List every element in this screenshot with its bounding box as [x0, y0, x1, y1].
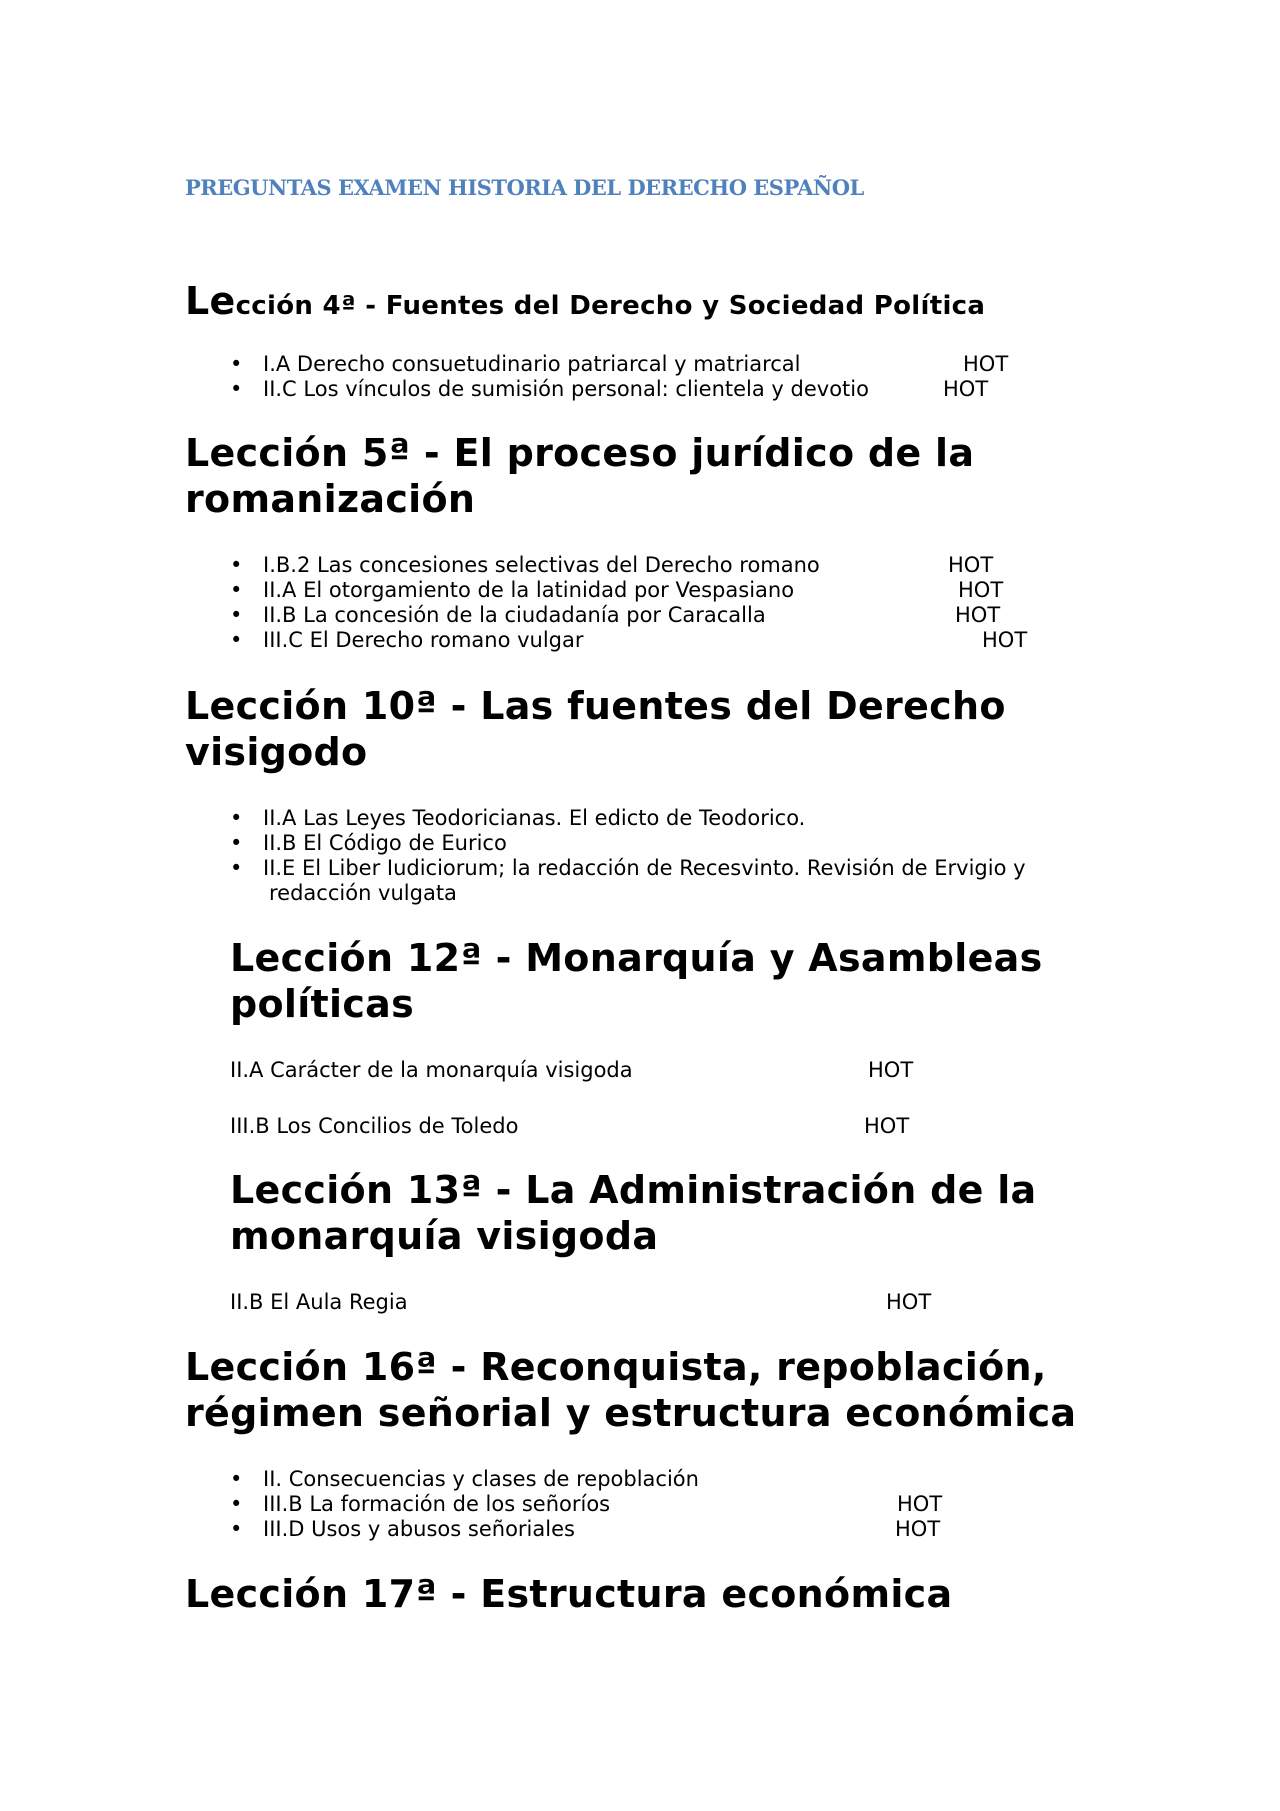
lesson-12-item: [230, 1114, 930, 1139]
hot-tag: HOT: [864, 1114, 910, 1138]
list-item: [185, 352, 1035, 377]
item-text: III.C El Derecho romano vulgar: [263, 628, 584, 652]
hot-tag: HOT: [982, 628, 1028, 652]
item-text-continuation: redacción vulgata: [269, 881, 457, 905]
heading-line: visigodo: [185, 730, 368, 774]
list-item: [185, 628, 1035, 653]
lesson-4-heading-initial: Le: [185, 279, 236, 323]
heading-line: Lección 13ª - La Administración de la: [230, 1168, 1037, 1212]
list-item: [185, 856, 1085, 906]
lesson-13-heading: [230, 1167, 1036, 1259]
heading-line: Lección 16ª - Reconquista, repoblación,: [185, 1345, 1047, 1389]
lesson-12-heading: [230, 935, 1043, 1027]
item-text: I.A Derecho consuetudinario patriarcal y matriarcal: [263, 352, 801, 376]
item-text: II.C Los vínculos de sumisión personal: clientela y devotio: [263, 377, 869, 401]
heading-line: monarquía visigoda: [230, 1214, 659, 1258]
item-text: II.A El otorgamiento de la latinidad por Vespasiano: [263, 578, 795, 602]
list-item: [185, 1517, 1035, 1542]
lesson-4-list: [185, 352, 1035, 402]
lesson-5-heading: [185, 430, 974, 522]
lesson-5-list: [185, 553, 1035, 653]
list-item: [185, 1467, 1035, 1492]
heading-line: Lección 10ª - Las fuentes del Derecho: [185, 684, 1006, 728]
list-item: [185, 377, 1035, 402]
lesson-10-list: [185, 806, 1085, 906]
lesson-4-heading-rest: cción 4ª - Fuentes del Derecho y Sociedad Política: [235, 291, 986, 321]
lesson-4-heading: [185, 278, 985, 329]
lesson-13-item: [230, 1290, 930, 1315]
item-text: II.B La concesión de la ciudadanía por Caracalla: [263, 603, 766, 627]
item-text: III.B Los Concilios de Toledo: [230, 1114, 519, 1138]
document-title: PREGUNTAS EXAMEN HISTORIA DEL DERECHO ESPAÑOL: [185, 175, 864, 200]
item-text: I.B.2 Las concesiones selectivas del Derecho romano: [263, 553, 820, 577]
item-text: III.D Usos y abusos señoriales: [263, 1517, 575, 1541]
list-item: [185, 831, 1085, 856]
hot-tag: HOT: [943, 377, 989, 401]
hot-tag: HOT: [895, 1517, 941, 1541]
item-text: II.E El Liber Iudiciorum; la redacción de Recesvinto. Revisión de Ervigio y: [263, 856, 1026, 880]
item-text: III.B La formación de los señoríos: [263, 1492, 611, 1516]
lesson-12-item: [230, 1058, 930, 1083]
item-text: II.A Las Leyes Teodoricianas. El edicto de Teodorico.: [263, 806, 806, 830]
hot-tag: HOT: [886, 1290, 932, 1314]
heading-line: régimen señorial y estructura económica: [185, 1391, 1077, 1435]
hot-tag: HOT: [963, 352, 1009, 376]
heading-line: Lección 17ª - Estructura económica: [185, 1572, 953, 1616]
hot-tag: HOT: [948, 553, 994, 577]
list-item: [185, 578, 1035, 603]
heading-line: políticas: [230, 982, 415, 1026]
lesson-17-heading: [185, 1571, 952, 1617]
heading-line: romanización: [185, 477, 476, 521]
item-text: II.B El Código de Eurico: [263, 831, 507, 855]
item-text: II. Consecuencias y clases de repoblación: [263, 1467, 699, 1491]
hot-tag: HOT: [868, 1058, 914, 1082]
heading-line: Lección 12ª - Monarquía y Asambleas: [230, 936, 1043, 980]
list-item: [185, 1492, 1035, 1517]
hot-tag: HOT: [897, 1492, 943, 1516]
lesson-16-list: [185, 1467, 1035, 1542]
list-item: [185, 553, 1035, 578]
lesson-10-heading: [185, 683, 1006, 775]
heading-line: Lección 5ª - El proceso jurídico de la: [185, 431, 975, 475]
item-text: II.A Carácter de la monarquía visigoda: [230, 1058, 633, 1082]
hot-tag: HOT: [955, 603, 1001, 627]
hot-tag: HOT: [958, 578, 1004, 602]
lesson-16-heading: [185, 1344, 1076, 1436]
list-item: [185, 806, 1085, 831]
list-item: [185, 603, 1035, 628]
item-text: II.B El Aula Regia: [230, 1290, 408, 1314]
